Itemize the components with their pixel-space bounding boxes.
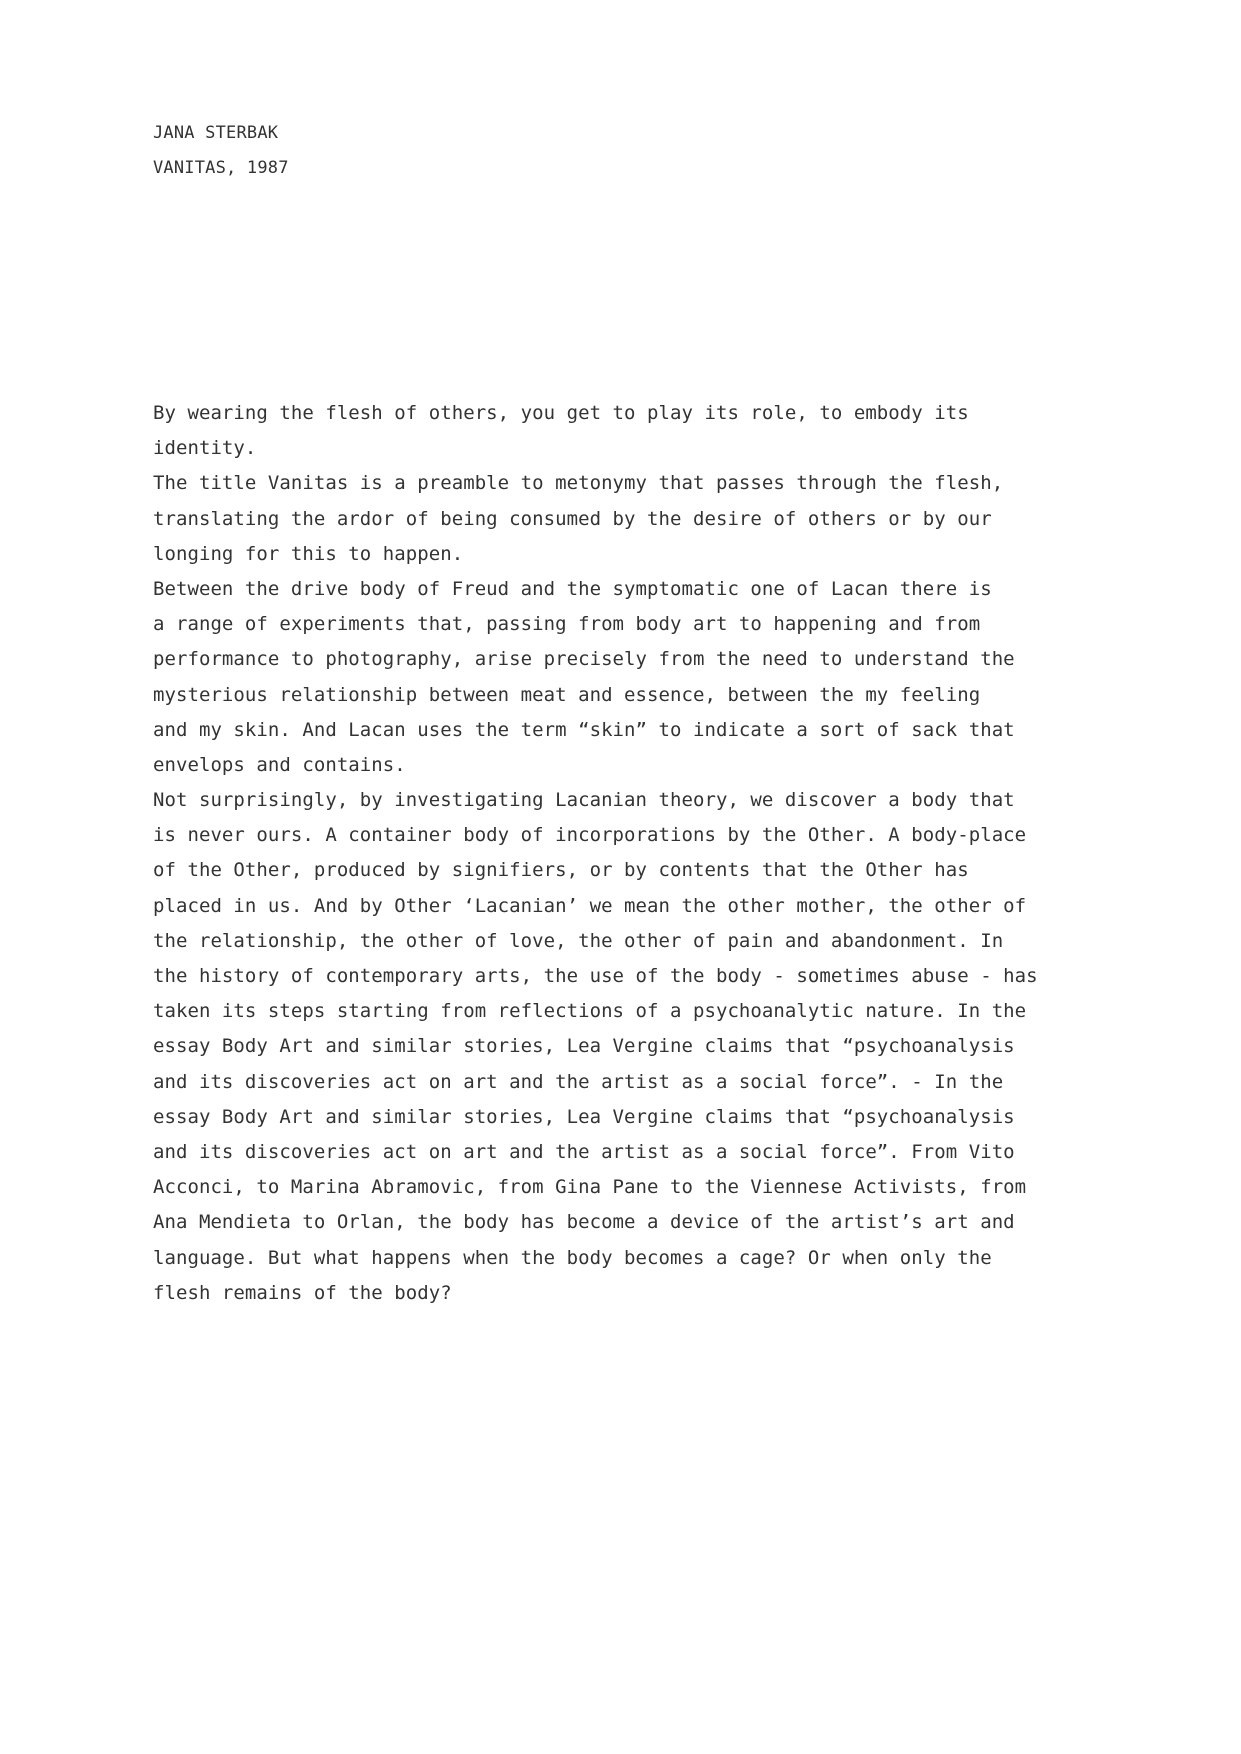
text-line: Acconci, to Marina Abramovic, from Gina Pane to the Viennese Activists, from — [153, 1176, 1027, 1199]
text-line: Ana Mendieta to Orlan, the body has become a device of the artist’s art and — [153, 1211, 1015, 1234]
text-line: and its discoveries act on art and the artist as a social force”. - In the — [153, 1070, 1004, 1093]
text-line: taken its steps starting from reflections of a psychoanalytic nature. In the — [153, 1000, 1027, 1023]
text-line: envelops and contains. — [153, 753, 406, 776]
text-line: a range of experiments that, passing from body art to happening and from — [153, 613, 981, 636]
text-line: the relationship, the other of love, the other of pain and abandonment. In — [153, 929, 1004, 952]
text-line: and my skin. And Lacan uses the term “skin” to indicate a sort of sack that — [153, 718, 1015, 741]
text-line: mysterious relationship between meat and essence, between the my feeling — [153, 683, 981, 706]
text-line: identity. — [153, 437, 257, 460]
text-line: Between the drive body of Freud and the symptomatic one of Lacan there is — [153, 577, 992, 600]
text-line: translating the ardor of being consumed by the desire of others or by our — [153, 507, 992, 530]
document-header — [153, 116, 289, 186]
text-line: Not surprisingly, by investigating Lacanian theory, we discover a body that — [153, 789, 1015, 812]
text-line: essay Body Art and similar stories, Lea Vergine claims that “psychoanalysis — [153, 1105, 1015, 1128]
text-line: longing for this to happen. — [153, 542, 464, 565]
text-line: language. But what happens when the body becomes a cage? Or when only the — [153, 1246, 992, 1269]
text-line: essay Body Art and similar stories, Lea Vergine claims that “psychoanalysis — [153, 1035, 1015, 1058]
text-line: and its discoveries act on art and the artist as a social force”. From Vito — [153, 1140, 1015, 1163]
text-line: placed in us. And by Other ‘Lacanian’ we mean the other mother, the other of — [153, 894, 1027, 917]
text-line: flesh remains of the body? — [153, 1281, 452, 1304]
essay-text — [153, 396, 1113, 1311]
artist-name: JANA STERBAK — [153, 123, 279, 143]
work-title: VANITAS, 1987 — [153, 158, 289, 178]
text-line: is never ours. A container body of incorporations by the Other. A body-place — [153, 824, 1027, 847]
text-line: of the Other, produced by signifiers, or by contents that the Other has — [153, 859, 969, 882]
text-line: performance to photography, arise precisely from the need to understand the — [153, 648, 1015, 671]
text-line: By wearing the flesh of others, you get to play its role, to embody its — [153, 402, 969, 424]
text-line: The title Vanitas is a preamble to metonymy that passes through the flesh, — [153, 472, 1004, 495]
text-line: the history of contemporary arts, the use of the body - sometimes abuse - has — [153, 965, 1038, 987]
